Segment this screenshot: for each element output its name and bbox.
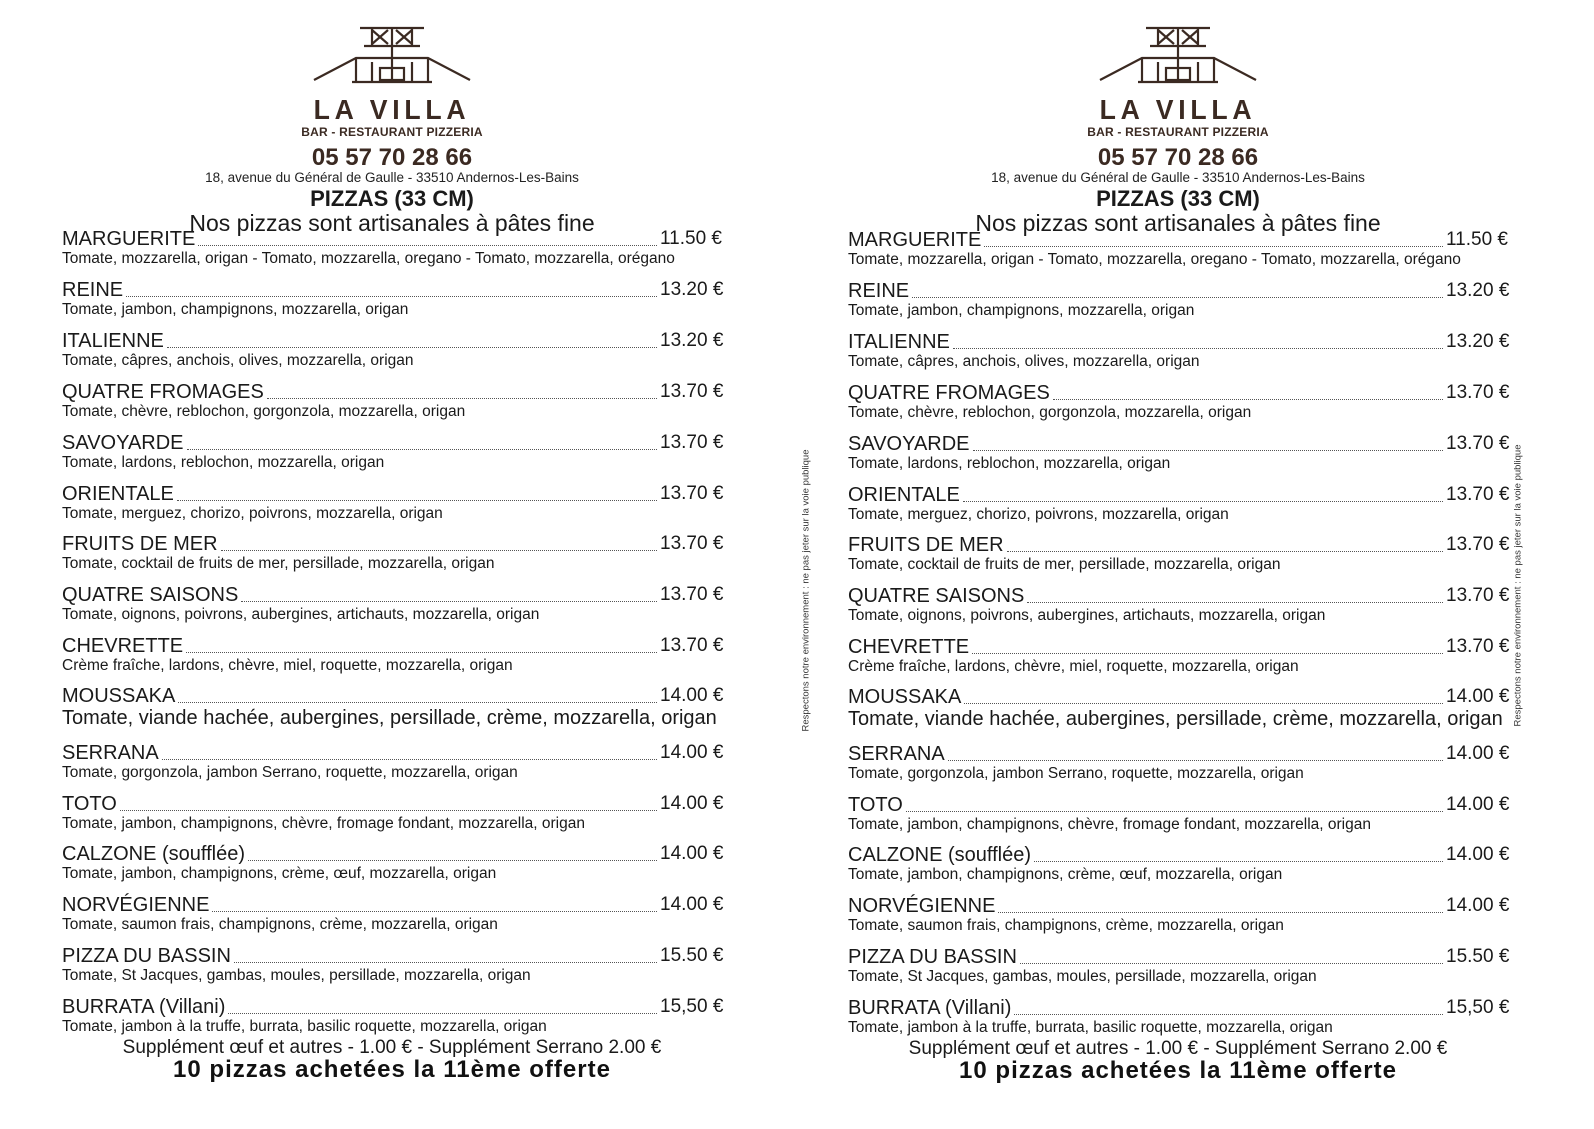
menu-item [62, 793, 722, 832]
leader-dots [948, 760, 1443, 761]
item-name: ORIENTALE [848, 484, 960, 506]
item-name: CHEVRETTE [848, 636, 970, 658]
menu-item [62, 584, 722, 623]
item-description: Tomate, gorgonzola, jambon Serrano, roquette, mozzarella, origan [62, 764, 518, 781]
item-name: PIZZA DU BASSIN [62, 945, 231, 967]
leader-dots [998, 912, 1443, 913]
leader-dots [212, 911, 657, 912]
leader-dots [186, 652, 657, 653]
item-price: 14.00 € [660, 685, 724, 706]
item-price: 13.70 € [660, 432, 724, 453]
item-description: Tomate, viande hachée, aubergines, persillade, crème, mozzarella, origan [848, 708, 1503, 730]
menu-item [848, 743, 1508, 782]
item-price: 14.00 € [1446, 743, 1510, 764]
item-price: 13.20 € [1446, 280, 1510, 301]
section-title: PIZZAS (33 CM) [1096, 186, 1260, 211]
loyalty-offer: 10 pizzas achetées la 11ème offerte [173, 1056, 611, 1083]
item-name: QUATRE SAISONS [62, 584, 239, 606]
item-description: Tomate, saumon frais, champignons, crème, mozzarella, origan [848, 917, 1284, 934]
item-price: 13.70 € [1446, 382, 1510, 403]
item-price: 14.00 € [1446, 844, 1510, 865]
item-description: Tomate, mozzarella, origan - Tomato, mozzarella, oregano - Tomato, mozzarella, orégano [848, 251, 1461, 268]
item-name: ITALIENNE [848, 331, 950, 353]
item-price: 14.00 € [1446, 794, 1510, 815]
item-price: 13.70 € [660, 584, 724, 605]
menu-item [62, 381, 722, 420]
item-description: Tomate, cocktail de fruits de mer, persillade, mozzarella, origan [848, 556, 1281, 573]
villa-logo [312, 22, 472, 88]
menu-item [848, 636, 1508, 675]
item-description: Tomate, chèvre, reblochon, gorgonzola, mozzarella, origan [848, 404, 1252, 421]
item-name: PIZZA DU BASSIN [848, 946, 1017, 968]
item-price: 14.00 € [1446, 686, 1510, 707]
menu-item [848, 331, 1508, 370]
item-description: Tomate, St Jacques, gambas, moules, persillade, mozzarella, origan [848, 968, 1317, 985]
leader-dots [1020, 963, 1443, 964]
leader-dots [228, 1013, 657, 1014]
item-name: ITALIENNE [62, 330, 164, 352]
item-name: REINE [62, 279, 124, 301]
item-name: TOTO [848, 794, 903, 816]
leader-dots [963, 501, 1443, 502]
item-price: 13.20 € [660, 330, 724, 351]
menu-item [62, 533, 722, 572]
environment-note: Respectons notre environnement : ne pas jeter sur la voie publique [800, 449, 812, 732]
item-price: 14.00 € [1446, 895, 1510, 916]
item-price: 11.50 € [660, 228, 722, 249]
leader-dots [973, 450, 1443, 451]
item-name: QUATRE FROMAGES [848, 382, 1050, 404]
menu-item [848, 844, 1508, 883]
environment-note: Respectons notre environnement : ne pas jeter sur la voie publique [1512, 444, 1524, 727]
item-description: Tomate, câpres, anchois, olives, mozzarella, origan [848, 353, 1200, 370]
item-name: CALZONE (soufflée) [62, 843, 246, 865]
leader-dots [198, 245, 657, 246]
menu-item [62, 843, 722, 882]
leader-dots [267, 398, 657, 399]
phone-number: 05 57 70 28 66 [311, 144, 473, 171]
item-description: Tomate, jambon, champignons, chèvre, fromage fondant, mozzarella, origan [848, 816, 1371, 833]
item-price: 13.70 € [1446, 585, 1510, 606]
menu-page-right [848, 0, 1568, 1129]
menu-item [62, 330, 722, 369]
item-description: Tomate, mozzarella, origan - Tomato, mozzarella, oregano - Tomato, mozzarella, orégano [62, 250, 675, 267]
address: 18, avenue du Général de Gaulle - 33510 Andernos-Les-Bains [205, 170, 579, 185]
item-description: Tomate, oignons, poivrons, aubergines, artichauts, mozzarella, origan [848, 607, 1326, 624]
item-name: NORVÉGIENNE [848, 895, 996, 917]
item-name: MARGUERITE [62, 228, 196, 250]
leader-dots [964, 703, 1443, 704]
item-description: Tomate, câpres, anchois, olives, mozzarella, origan [62, 352, 414, 369]
item-description: Tomate, St Jacques, gambas, moules, persillade, mozzarella, origan [62, 967, 531, 984]
item-name: CHEVRETTE [62, 635, 184, 657]
menu-item [62, 685, 722, 729]
leader-dots [953, 348, 1443, 349]
item-price: 15,50 € [1446, 997, 1510, 1018]
item-price: 14.00 € [660, 843, 724, 864]
menu-item [848, 997, 1508, 1036]
item-description: Tomate, jambon, champignons, mozzarella, origan [62, 301, 409, 318]
item-name: SAVOYARDE [62, 432, 184, 454]
item-description: Tomate, merguez, chorizo, poivrons, mozzarella, origan [62, 505, 443, 522]
item-description: Tomate, cocktail de fruits de mer, persillade, mozzarella, origan [62, 555, 495, 572]
leader-dots [1053, 399, 1443, 400]
item-price: 14.00 € [660, 894, 724, 915]
item-name: BURRATA (Villani) [848, 997, 1012, 1019]
menu-item [848, 433, 1508, 472]
item-price: 14.00 € [660, 793, 724, 814]
leader-dots [120, 810, 657, 811]
item-price: 13.70 € [1446, 433, 1510, 454]
leader-dots [234, 962, 657, 963]
item-name: MOUSSAKA [62, 685, 176, 707]
item-description: Tomate, lardons, reblochon, mozzarella, origan [62, 454, 385, 471]
restaurant-name: LA VILLA [1099, 94, 1257, 125]
menu-item [848, 382, 1508, 421]
item-name: REINE [848, 280, 910, 302]
item-description: Crème fraîche, lardons, chèvre, miel, roquette, mozzarella, origan [62, 657, 513, 674]
tagline: Nos pizzas sont artisanales à pâtes fine [975, 210, 1381, 236]
item-name: BURRATA (Villani) [62, 996, 226, 1018]
menu-item [62, 228, 722, 267]
villa-logo [1098, 22, 1258, 88]
item-name: SERRANA [62, 742, 159, 764]
phone-number: 05 57 70 28 66 [1097, 144, 1259, 171]
supplement-note: Supplément œuf et autres - 1.00 € - Supplément Serrano 2.00 € [908, 1038, 1448, 1059]
item-description: Tomate, jambon, champignons, crème, œuf, mozzarella, origan [848, 866, 1283, 883]
item-description: Crème fraîche, lardons, chèvre, miel, roquette, mozzarella, origan [848, 658, 1299, 675]
item-price: 13.70 € [1446, 484, 1510, 505]
leader-dots [972, 653, 1443, 654]
leader-dots [248, 860, 657, 861]
item-description: Tomate, gorgonzola, jambon Serrano, roquette, mozzarella, origan [848, 765, 1304, 782]
menu-item [848, 229, 1508, 268]
item-price: 13.70 € [660, 483, 724, 504]
item-name: FRUITS DE MER [848, 534, 1004, 556]
item-price: 13.70 € [1446, 534, 1510, 555]
leader-dots [187, 449, 657, 450]
leader-dots [126, 296, 657, 297]
item-price: 13.70 € [660, 381, 724, 402]
item-description: Tomate, chèvre, reblochon, gorgonzola, mozzarella, origan [62, 403, 466, 420]
item-description: Tomate, saumon frais, champignons, crème, mozzarella, origan [62, 916, 498, 933]
item-price: 15.50 € [1446, 946, 1510, 967]
menu-item [848, 280, 1508, 319]
item-description: Tomate, viande hachée, aubergines, persillade, crème, mozzarella, origan [62, 707, 717, 729]
menu-item [848, 484, 1508, 523]
item-name: ORIENTALE [62, 483, 174, 505]
menu-item [848, 946, 1508, 985]
item-price: 13.20 € [660, 279, 724, 300]
item-price: 13.70 € [1446, 636, 1510, 657]
item-name: NORVÉGIENNE [62, 894, 210, 916]
menu-item [62, 945, 722, 984]
tagline: Nos pizzas sont artisanales à pâtes fine [189, 210, 595, 236]
menu-item [62, 483, 722, 522]
item-price: 13.70 € [660, 635, 724, 656]
menu-item [62, 894, 722, 933]
item-name: MOUSSAKA [848, 686, 962, 708]
item-name: QUATRE SAISONS [848, 585, 1025, 607]
item-description: Tomate, merguez, chorizo, poivrons, mozzarella, origan [848, 506, 1229, 523]
item-price: 15,50 € [660, 996, 724, 1017]
item-description: Tomate, jambon à la truffe, burrata, basilic roquette, mozzarella, origan [62, 1018, 547, 1035]
restaurant-subtitle: BAR - RESTAURANT PIZZERIA [1087, 125, 1269, 139]
menu-item [848, 895, 1508, 934]
menu-item [848, 534, 1508, 573]
leader-dots [1007, 551, 1443, 552]
leader-dots [162, 759, 657, 760]
item-price: 11.50 € [1446, 229, 1508, 250]
menu-item [62, 742, 722, 781]
leader-dots [1014, 1014, 1443, 1015]
restaurant-subtitle: BAR - RESTAURANT PIZZERIA [301, 125, 483, 139]
supplement-note: Supplément œuf et autres - 1.00 € - Supplément Serrano 2.00 € [122, 1037, 662, 1058]
leader-dots [221, 550, 657, 551]
leader-dots [177, 500, 657, 501]
item-description: Tomate, oignons, poivrons, aubergines, artichauts, mozzarella, origan [62, 606, 540, 623]
leader-dots [178, 702, 657, 703]
menu-item [848, 686, 1508, 730]
item-name: MARGUERITE [848, 229, 982, 251]
menu-item [848, 794, 1508, 833]
leader-dots [1027, 602, 1443, 603]
leader-dots [906, 811, 1443, 812]
address: 18, avenue du Général de Gaulle - 33510 Andernos-Les-Bains [991, 170, 1365, 185]
menu-page-left [62, 0, 812, 1129]
item-description: Tomate, jambon à la truffe, burrata, basilic roquette, mozzarella, origan [848, 1019, 1333, 1036]
item-name: SAVOYARDE [848, 433, 970, 455]
item-price: 13.70 € [660, 533, 724, 554]
menu-item [848, 585, 1508, 624]
leader-dots [1034, 861, 1443, 862]
item-description: Tomate, lardons, reblochon, mozzarella, origan [848, 455, 1171, 472]
item-description: Tomate, jambon, champignons, chèvre, fromage fondant, mozzarella, origan [62, 815, 585, 832]
item-name: FRUITS DE MER [62, 533, 218, 555]
item-description: Tomate, jambon, champignons, crème, œuf, mozzarella, origan [62, 865, 497, 882]
leader-dots [984, 246, 1443, 247]
item-price: 15.50 € [660, 945, 724, 966]
loyalty-offer: 10 pizzas achetées la 11ème offerte [959, 1057, 1397, 1084]
leader-dots [912, 297, 1443, 298]
item-price: 14.00 € [660, 742, 724, 763]
menu-item [62, 279, 722, 318]
menu-item [62, 996, 722, 1035]
item-name: QUATRE FROMAGES [62, 381, 264, 403]
restaurant-name: LA VILLA [313, 94, 471, 125]
section-title: PIZZAS (33 CM) [310, 186, 474, 211]
menu-item [62, 635, 722, 674]
item-name: CALZONE (soufflée) [848, 844, 1032, 866]
item-name: TOTO [62, 793, 117, 815]
item-description: Tomate, jambon, champignons, mozzarella, origan [848, 302, 1195, 319]
item-name: SERRANA [848, 743, 945, 765]
item-price: 13.20 € [1446, 331, 1510, 352]
leader-dots [167, 347, 657, 348]
leader-dots [241, 601, 657, 602]
menu-item [62, 432, 722, 471]
